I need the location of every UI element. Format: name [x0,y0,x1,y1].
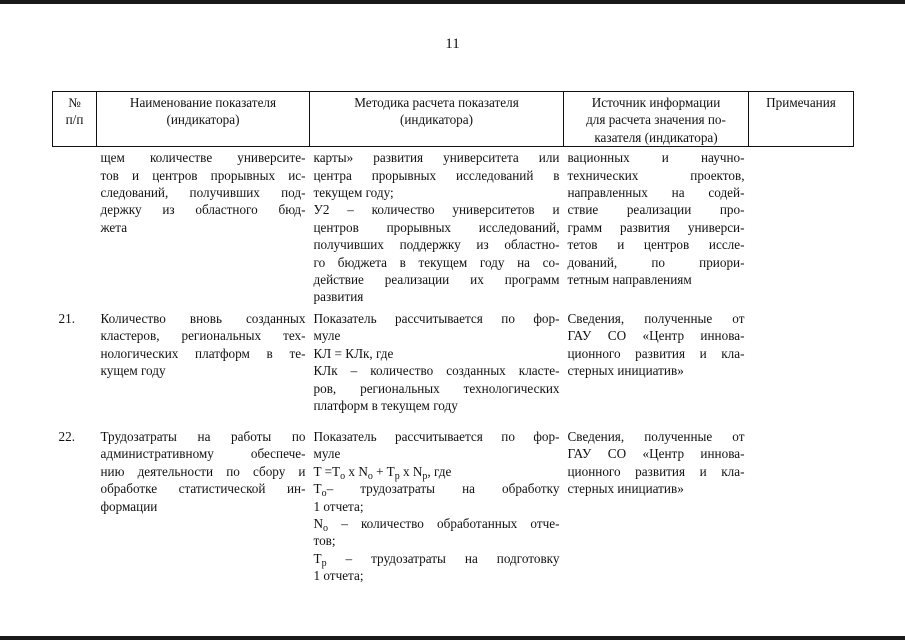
indicator-table [52,91,854,585]
header-source [564,92,749,147]
text-line: обработке статистической ин- [100,481,306,497]
text-line: стерных инициатив» [567,363,684,379]
text-line: Количество вновь созданных [100,310,306,326]
cell-name [97,147,310,306]
text-line: дований, по приори- [567,254,745,270]
formula-subscript: p [422,470,428,482]
text-line: текущем году; [313,185,394,201]
formula-part: T [313,463,322,479]
scan-bottom-edge [0,636,905,640]
header-row [53,92,854,147]
header-name [97,92,310,147]
formula-part: T [313,481,322,497]
text-line: муле [313,328,341,344]
scan-top-edge [0,0,905,4]
cell-notes [749,306,854,420]
text-line: технических проектов, [567,167,745,183]
cell-source [564,420,749,585]
header-num [53,92,97,147]
formula-part: =T [321,463,341,479]
header-num-line: п/п [65,112,84,128]
text-line: Показатель рассчитывается по фор- [313,428,560,444]
text-line: 1 отчета; [313,498,364,514]
formula-subscript: p [321,557,327,569]
definition-text: – трудозатраты на обработку [326,481,560,497]
text-line: направленных на содей- [567,185,745,201]
formula-subscript: o [321,488,327,500]
table-row-22 [53,420,854,585]
cell-notes [749,420,854,585]
text-line: тов и центров прорывных ис- [100,167,306,183]
formula-part: , где [427,463,452,479]
formula-part: + T [372,463,395,479]
text-line: нию деятельности по сбору и [100,463,306,479]
text-line: получивших поддержку из областно- [313,237,560,253]
text-line: тов; [313,533,336,549]
header-source-line: для расчета значения по- [586,112,726,128]
cell-notes [749,147,854,306]
formula-part: x N [345,463,368,479]
header-num-line: № [68,95,81,110]
formula-subscript: o [340,470,346,482]
header-name-line: Наименование показателя [129,95,277,110]
text-line: платформ в текущем году [313,397,458,413]
text-line: муле [313,446,341,462]
definition-text: – количество обработанных отче- [328,515,560,531]
text-line: Сведения, полученные от [567,310,745,326]
text-line: держку из областного бюд- [100,202,306,218]
cell-num: 21. [58,310,75,326]
text-line: ствие реализации про- [567,202,745,218]
definition-line [314,515,560,532]
text-line: ционного развития и кла- [567,345,745,361]
text-line: вационных и научно- [567,150,745,166]
text-line: Сведения, полученные от [567,428,745,444]
header-notes: Примечания [749,92,854,147]
text-line: го бюджета в текущем году на со- [313,254,560,270]
definition-text: – трудозатраты на подготовку [326,550,560,566]
text-line: административному обеспече- [100,446,306,462]
header-method-line: Методика расчета показателя [354,95,519,110]
text-line: формации [100,498,158,514]
text-line: ционного развития и кла- [567,463,745,479]
formula-part: N [313,515,324,531]
cell-num: 22. [58,428,75,444]
text-line: У2 – количество университетов и [313,202,560,218]
text-line: щем количестве университе- [100,150,306,166]
text-line: Трудозатраты на работы по [100,428,306,444]
header-source-line: казателя (индикатора) [594,129,718,145]
text-line: 1 отчета; [313,568,364,584]
formula-subscript: o [323,522,329,534]
definition-line [313,480,560,500]
formula-subscript: p [394,470,400,482]
text-line: развития [313,289,364,305]
table-row-21 [53,306,854,420]
page-number: 11 [445,36,460,52]
text-line: ГАУ СО «Центр иннова- [567,328,745,344]
cell-source [564,306,749,420]
text-line: КЛк – количество созданных класте- [313,363,560,379]
text-line: ров, региональных технологических [313,380,560,396]
cell-method [310,306,564,420]
text-line: КЛ = КЛк, где [313,345,394,361]
formula-part: x N [399,463,423,479]
text-line: центров прорывных исследований, [313,219,560,235]
formula-part: T [313,550,322,566]
text-line: кущем году [100,363,166,379]
text-line: жета [100,219,128,235]
header-method [310,92,564,147]
table-row-continuation [53,147,854,306]
text-line: нологических платформ в те- [100,345,306,361]
text-line: ГАУ СО «Центр иннова- [567,446,745,462]
header-method-line: (индикатора) [399,112,473,128]
header-name-line: (индикатора) [166,112,240,128]
cell-num [53,147,97,306]
definition-line [314,550,560,567]
cell-method [310,147,564,306]
text-line: карты» развития университета или [313,150,560,166]
text-line: тетов и центров иссле- [567,237,745,253]
text-line: центра прорывных исследований в [313,167,560,183]
text-line: стерных инициатив» [567,481,684,497]
cell-name [97,420,310,585]
formula-subscript: o [367,470,373,482]
text-line: кластеров, региональных тех- [100,328,306,344]
text-line: действие реализации их программ [313,272,560,288]
text-line: следований, получивших под- [100,185,306,201]
header-source-line: Источник информации [591,95,721,110]
cell-name [97,306,310,420]
text-line: тетным направлениям [567,272,692,288]
text-line: Показатель рассчитывается по фор- [313,310,560,326]
text-line: грамм развития универси- [567,219,745,235]
cell-source [564,147,749,306]
cell-method [310,420,564,585]
formula [314,463,560,480]
